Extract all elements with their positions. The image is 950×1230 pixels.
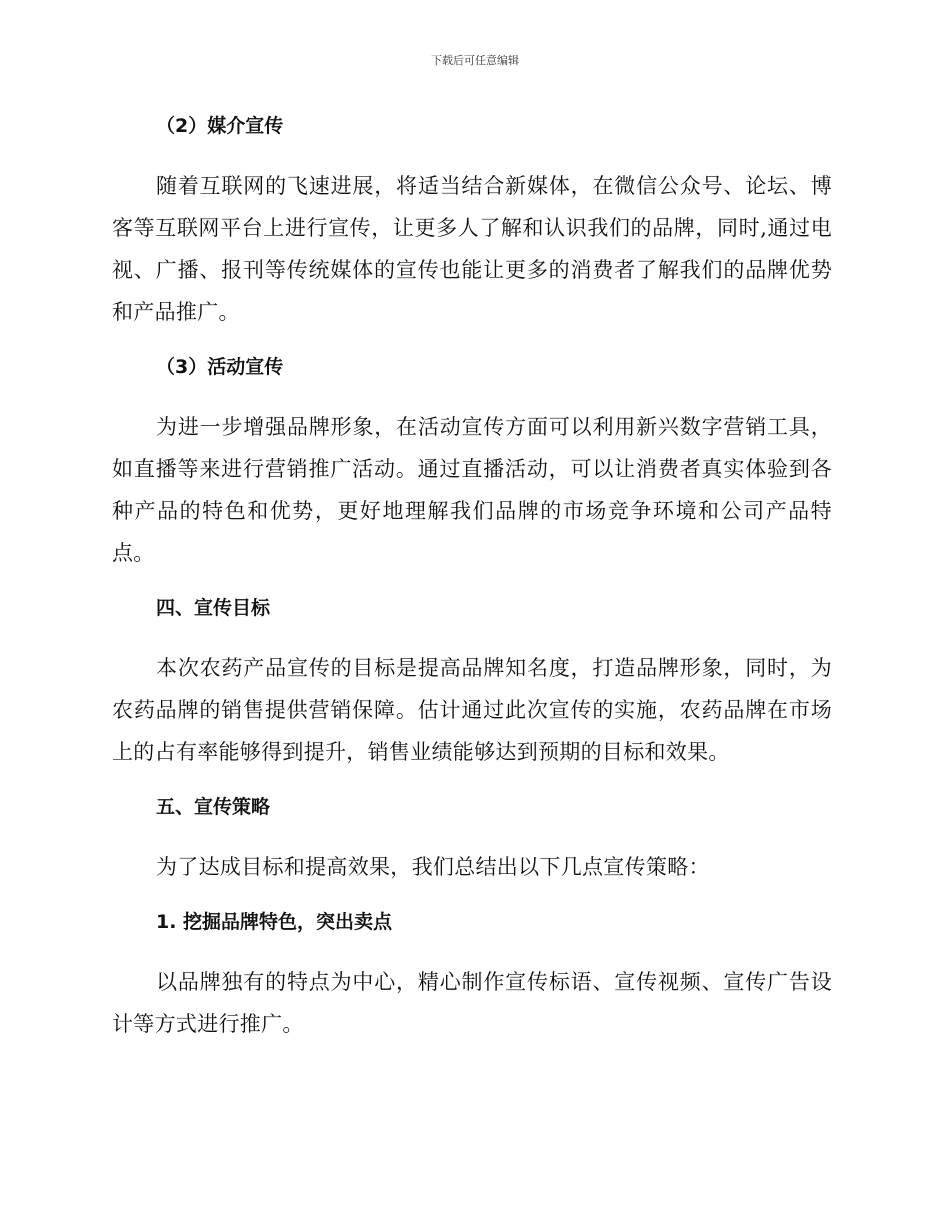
paragraph-event-publicity: 为进一步增强品牌形象，在活动宣传方面可以利用新兴数字营销工具，如直播等来进行营销推广活动。通过直播活动，可以让消费者真实体验到各种产品的特色和优势，更好地理解我们品牌的市场竞争环境和公司产品特点。 xyxy=(112,415,832,565)
paragraph-publicity-goals: 本次农药产品宣传的目标是提高品牌知名度，打造品牌形象，同时，为农药品牌的销售提供营销保障。估计通过此次宣传的实施，农药品牌在市场上的占有率能够得到提升，销售业绩能够达到预期的目标和效果。 xyxy=(112,656,832,764)
section-heading-publicity-goals: 四、宣传目标 xyxy=(156,597,271,619)
section-heading-event-publicity: （3）活动宣传 xyxy=(156,356,284,378)
paragraph-brand-features: 以品牌独有的特点为中心，精心制作宣传标语、宣传视频、宣传广告设计等方式进行推广。 xyxy=(112,970,832,1036)
section-heading-publicity-strategy: 五、宣传策略 xyxy=(156,796,271,818)
document-body xyxy=(112,106,832,1059)
section-heading-media-publicity: （2）媒介宣传 xyxy=(156,115,284,137)
paragraph-media-publicity: 随着互联网的飞速进展，将适当结合新媒体，在微信公众号、论坛、博客等互联网平台上进行宣传，让更多人了解和认识我们的品牌，同时,通过电视、广播、报刊等传统媒体的宣传也能让更多的消费者了解我们的品牌优势和产品推广。 xyxy=(112,174,832,324)
page-header-note: 下载后可任意编辑 xyxy=(431,54,519,67)
subheading-brand-features: 1. 挖掘品牌特色，突出卖点 xyxy=(156,911,393,933)
paragraph-strategy-intro: 为了达成目标和提高效果，我们总结出以下几点宣传策略： xyxy=(156,855,710,879)
